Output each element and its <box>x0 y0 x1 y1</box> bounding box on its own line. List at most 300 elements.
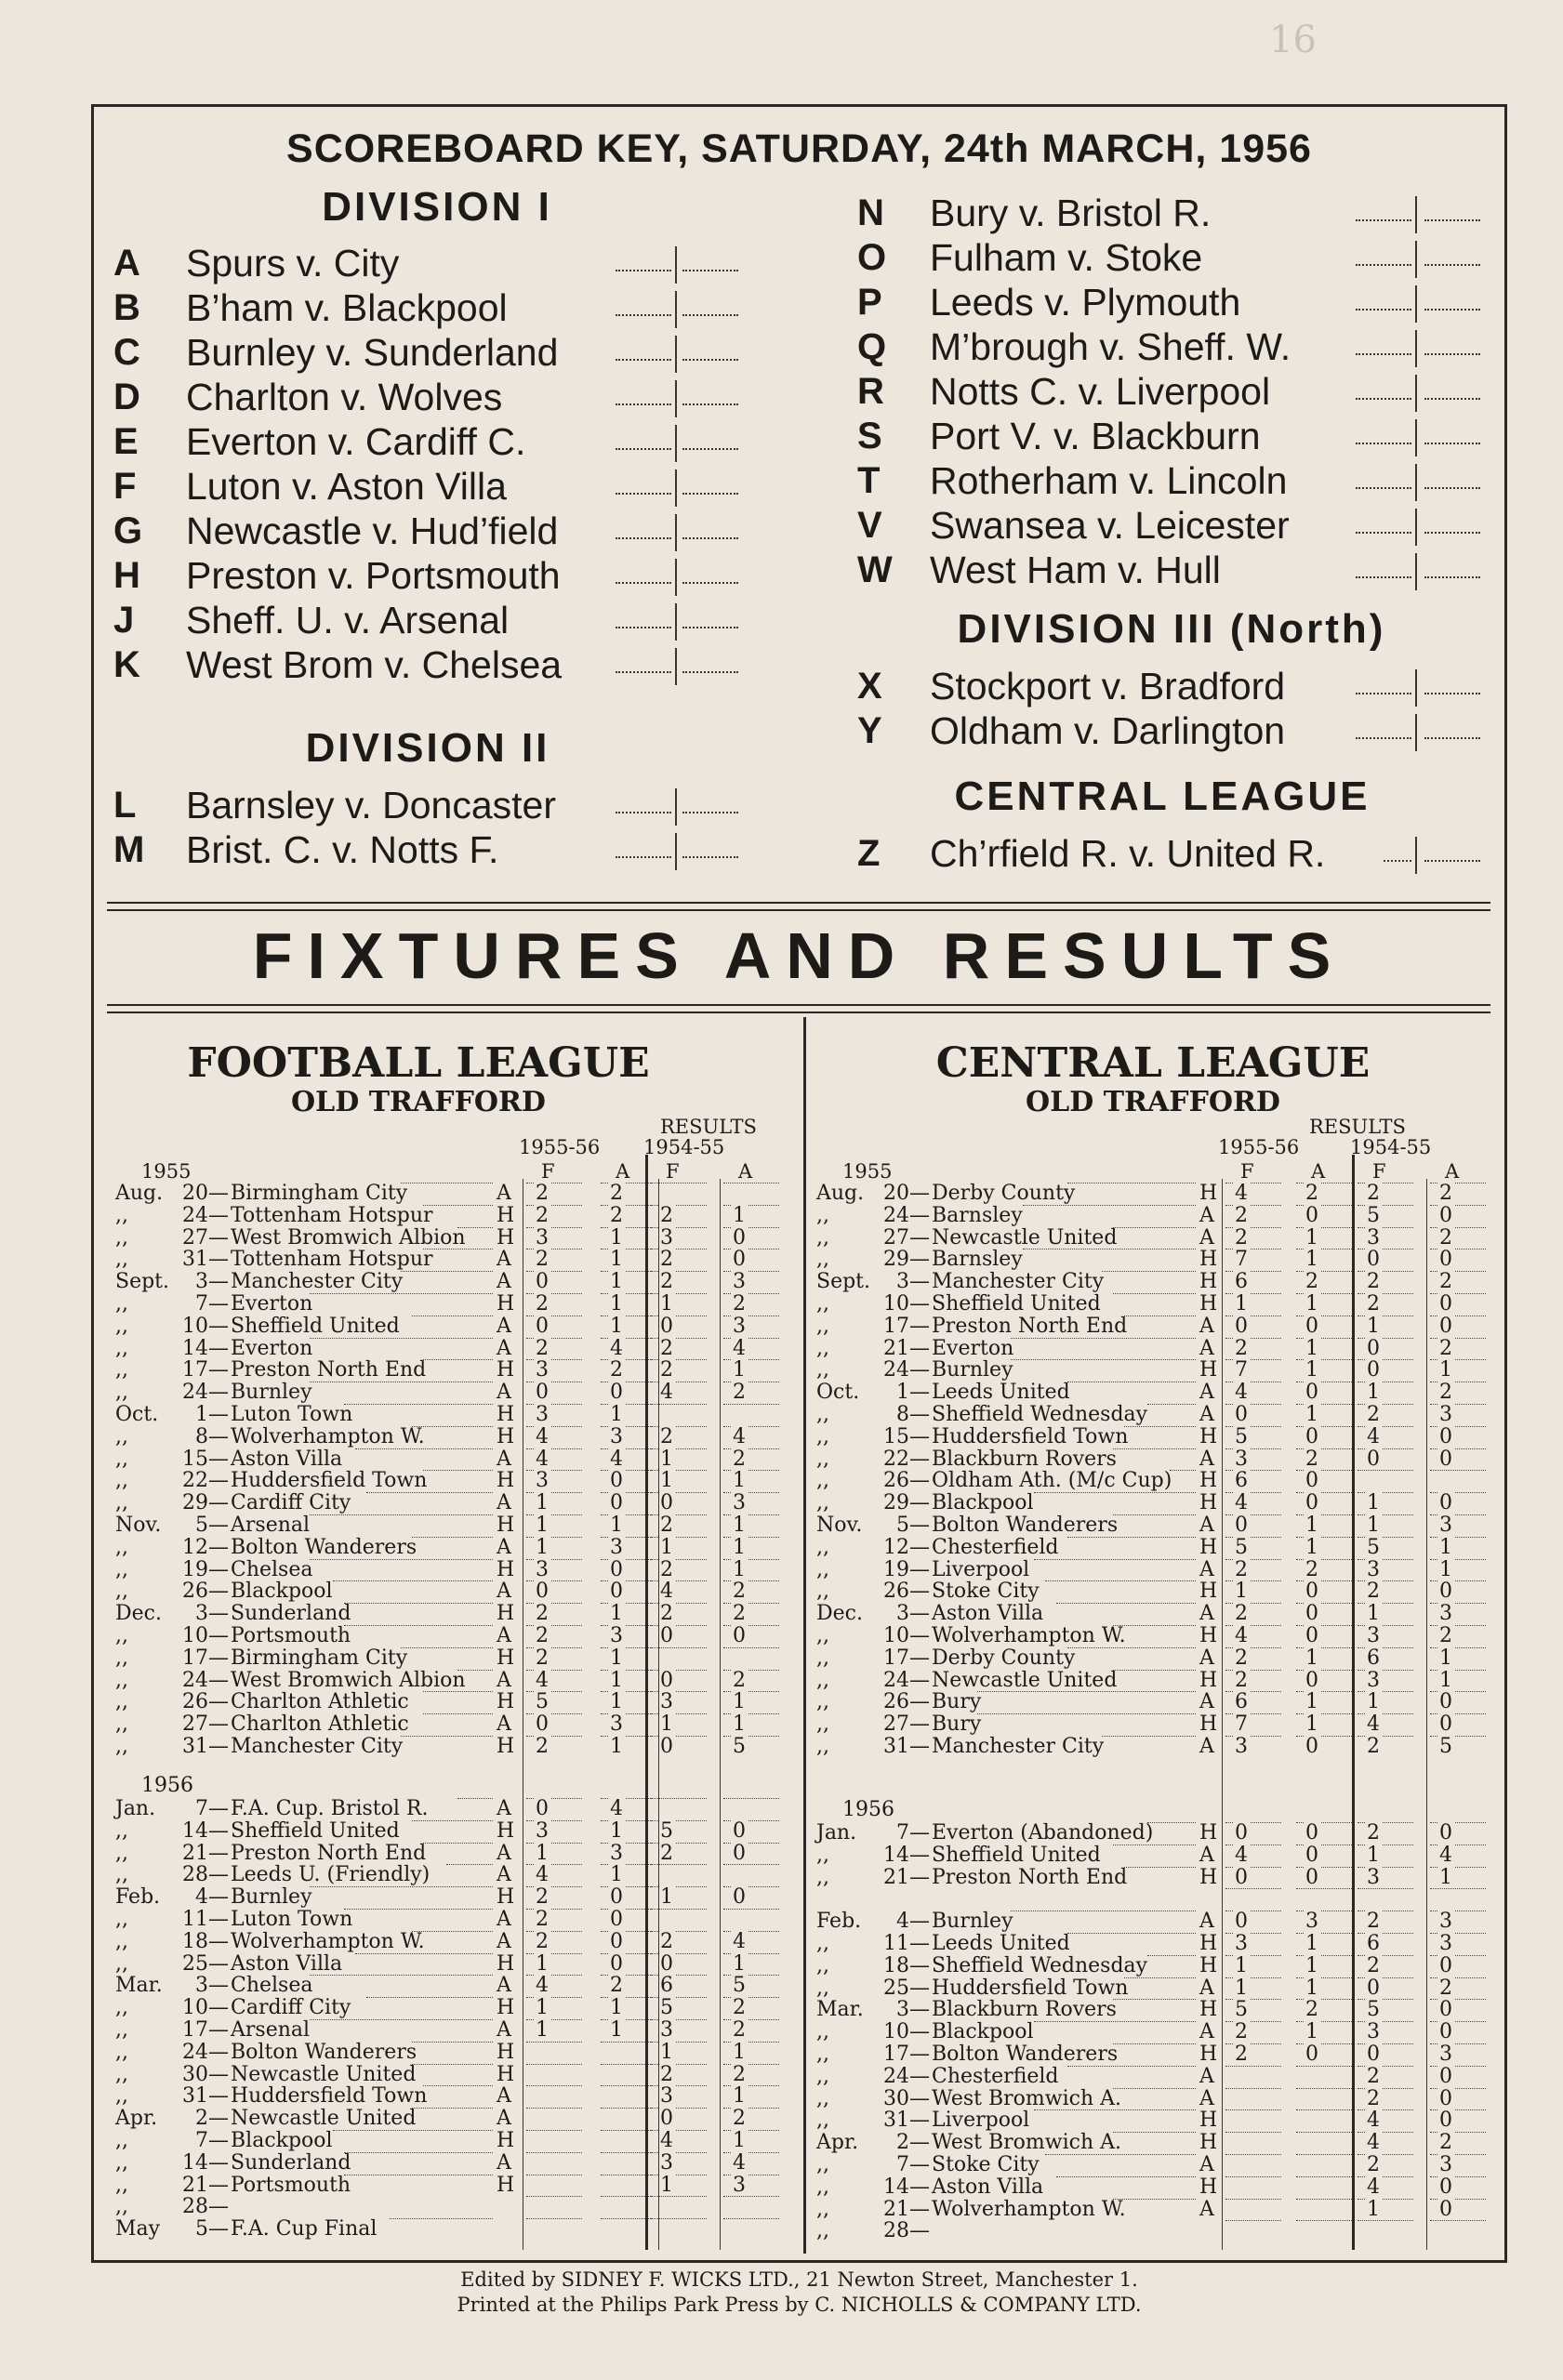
score-value: 2 <box>733 2062 746 2086</box>
score-value: 1 <box>733 1358 746 1382</box>
score-value: 1 <box>1305 1690 1318 1714</box>
fixture-venue: A <box>497 1974 511 1998</box>
column-header: A <box>616 1160 630 1183</box>
score-value: 3 <box>733 1270 746 1294</box>
fixture-opponent: Liverpool <box>932 1557 1030 1581</box>
score-value: 3 <box>660 2018 673 2042</box>
fixture-leader <box>1067 1647 1196 1648</box>
scoreboard-row <box>857 708 1499 753</box>
score-value: 1 <box>536 1491 549 1515</box>
fixture-month: Feb. <box>115 1885 161 1910</box>
score-dots <box>1424 398 1480 400</box>
score-value: 4 <box>733 2150 746 2175</box>
fixture-date: 31— <box>182 1735 229 1758</box>
fixture-date: 26— <box>883 1690 930 1714</box>
score-value: 0 <box>1305 1735 1318 1758</box>
score-dots <box>1430 1470 1486 1471</box>
fixture-month: ,, <box>816 1358 829 1382</box>
fixture-row <box>115 2019 779 2042</box>
column-rule <box>1426 1179 1427 2250</box>
fixture-month: ,, <box>115 2040 128 2064</box>
fixture-date: 11— <box>883 1932 930 1955</box>
season-header: 1954-55 <box>1350 1136 1432 1158</box>
fixture-opponent: Tottenham Hotspur <box>231 1203 433 1227</box>
fixture-date: 8— <box>896 1403 930 1426</box>
score-dots <box>601 2152 656 2153</box>
score-separator <box>1415 330 1417 367</box>
score-value: 0 <box>610 1557 623 1581</box>
score-value: 2 <box>1235 1336 1248 1360</box>
scoreboard-match: Swansea v. Leicester <box>930 504 1290 547</box>
fixture-row <box>115 1559 779 1581</box>
score-value: 1 <box>1305 2020 1318 2044</box>
fixture-leader <box>1056 2176 1196 2177</box>
score-dots <box>651 1404 707 1405</box>
score-value: 3 <box>536 1469 549 1493</box>
fixture-opponent: Sheffield Wednesday <box>932 1403 1148 1426</box>
column-header: A <box>738 1160 753 1183</box>
fixture-date: 15— <box>883 1424 930 1448</box>
score-value: 1 <box>1367 1690 1380 1714</box>
fixture-venue: A <box>1199 2020 1214 2044</box>
score-value: 2 <box>1305 1998 1318 2022</box>
scoreboard-row <box>113 783 755 827</box>
score-value: 0 <box>1367 1248 1380 1272</box>
score-dots <box>1424 309 1480 311</box>
fixture-opponent: Sunderland <box>231 2150 351 2175</box>
score-value: 2 <box>1439 1976 1452 2000</box>
fixture-date: 17— <box>182 2018 229 2042</box>
fixture-row <box>816 1382 1486 1404</box>
fixture-row <box>115 1931 779 1953</box>
score-separator <box>675 788 677 826</box>
score-dots <box>616 582 671 584</box>
fixture-date: 21— <box>182 1841 229 1865</box>
fixture-row <box>115 1713 779 1736</box>
fixture-row <box>816 2199 1486 2221</box>
score-separator <box>675 246 677 284</box>
scoreboard-row <box>113 598 755 642</box>
fixture-date: 17— <box>182 1646 229 1670</box>
fixture-opponent: Leeds United <box>932 1932 1070 1955</box>
score-value: 0 <box>1439 2064 1452 2088</box>
fixture-month: ,, <box>115 1469 128 1493</box>
fixture-month: ,, <box>816 2086 829 2110</box>
score-value: 0 <box>1305 1203 1318 1227</box>
score-value: 2 <box>1367 1910 1380 1934</box>
score-value: 3 <box>660 2084 673 2109</box>
fixture-row <box>115 1537 779 1559</box>
fixture-leader <box>977 1691 1196 1692</box>
score-value: 2 <box>1439 1336 1452 1360</box>
score-separator <box>1415 196 1417 233</box>
scoreboard-row <box>113 827 755 872</box>
fixture-date: 24— <box>182 1381 229 1405</box>
fixture-date: 3— <box>195 1270 229 1294</box>
score-value: 2 <box>610 1203 623 1227</box>
scoreboard-match: Port V. v. Blackburn <box>930 415 1261 457</box>
score-value: 0 <box>1235 1314 1248 1338</box>
fixture-row <box>816 1713 1486 1736</box>
score-value: 2 <box>536 1624 549 1647</box>
fixture-venue: H <box>497 1646 515 1670</box>
score-value: 4 <box>610 1336 623 1360</box>
scoreboard-match: Leeds v. Plymouth <box>930 281 1241 324</box>
score-value: 1 <box>1439 1646 1452 1670</box>
score-value: 2 <box>1439 2131 1452 2155</box>
fixture-row <box>115 1338 779 1360</box>
fixture-date: 7— <box>896 2153 930 2176</box>
fixture-row <box>816 1955 1486 1977</box>
score-value: 0 <box>1439 1580 1452 1604</box>
scoreboard-row <box>857 235 1499 280</box>
fixture-opponent: Chesterfield <box>932 2064 1059 2088</box>
divider-rule <box>107 1004 1490 1013</box>
fixture-leader <box>1113 2132 1196 2133</box>
fixture-row <box>816 1205 1486 1227</box>
fixture-row <box>816 2066 1486 2088</box>
fixture-opponent: Derby County <box>932 1182 1076 1205</box>
score-value: 2 <box>1439 1225 1452 1250</box>
score-value: 6 <box>1235 1690 1248 1714</box>
fixture-month: ,, <box>115 1908 128 1931</box>
fixture-row <box>816 2220 1486 2242</box>
fixture-venue: A <box>497 1908 511 1931</box>
score-value: 4 <box>660 2129 673 2152</box>
fixture-month: ,, <box>816 1557 829 1581</box>
fixture-leader <box>1011 1338 1196 1339</box>
score-value: 1 <box>610 1668 623 1692</box>
fixture-venue: H <box>1199 1624 1218 1647</box>
fixture-month: ,, <box>115 2173 128 2197</box>
score-value: 1 <box>610 1690 623 1714</box>
fixture-row <box>816 1537 1486 1559</box>
fixture-opponent: Wolverhampton W. <box>231 1929 425 1953</box>
score-value: 6 <box>1367 1646 1380 1670</box>
score-value: 5 <box>1367 1203 1380 1227</box>
score-value: 0 <box>1235 1514 1248 1537</box>
fixture-leader <box>423 1691 493 1692</box>
score-value: 0 <box>1305 1668 1318 1692</box>
fixture-venue: H <box>1199 1712 1218 1737</box>
scoreboard-match: Sheff. U. v. Arsenal <box>186 599 510 641</box>
fixture-opponent: Tottenham Hotspur <box>231 1248 433 1272</box>
score-dots <box>682 582 738 584</box>
fixture-row <box>115 1909 779 1931</box>
fixture-month: Feb. <box>816 1910 862 1934</box>
fixture-venue: H <box>497 1225 515 1250</box>
fixture-leader <box>1113 1514 1196 1515</box>
score-value: 0 <box>1439 2109 1452 2133</box>
score-value: 2 <box>1367 1821 1380 1844</box>
score-separator <box>675 648 677 685</box>
score-value: 3 <box>536 1818 549 1843</box>
score-value: 1 <box>1305 1712 1318 1737</box>
score-value: 2 <box>610 1358 623 1382</box>
score-dots <box>616 812 671 813</box>
score-value: 1 <box>610 1270 623 1294</box>
fixture-opponent: Cardiff City <box>231 1996 351 2020</box>
score-value: 2 <box>1235 2020 1248 2044</box>
fixture-month: ,, <box>115 1314 128 1338</box>
score-value: 2 <box>733 1580 746 1604</box>
fixture-month: ,, <box>816 2219 829 2243</box>
score-value: 1 <box>660 1712 673 1737</box>
fixture-opponent: Chelsea <box>231 1557 313 1581</box>
score-dots <box>1356 737 1411 739</box>
fixture-month: ,, <box>115 1535 128 1559</box>
score-value: 4 <box>536 1668 549 1692</box>
fixture-date: 17— <box>883 1314 930 1338</box>
fixture-leader <box>423 1205 493 1206</box>
score-value: 5 <box>733 1735 746 1758</box>
fixture-venue: H <box>1199 1998 1218 2022</box>
score-dots <box>601 2042 656 2043</box>
score-value: 3 <box>1235 1932 1248 1955</box>
fixture-opponent: Bolton Wanderers <box>932 2043 1119 2066</box>
scoreboard-row <box>857 548 1499 592</box>
fixture-date: 19— <box>883 1557 930 1581</box>
fixture-date: 28— <box>182 1863 229 1887</box>
league-title: FOOTBALL LEAGUE <box>187 1039 650 1087</box>
score-value: 0 <box>1439 1248 1452 1272</box>
fixture-month: ,, <box>115 1735 128 1758</box>
fixture-leader <box>412 1537 493 1538</box>
fixture-leader <box>423 1713 493 1714</box>
score-value: 3 <box>1439 2043 1452 2066</box>
score-dots <box>1296 2220 1352 2221</box>
fixture-month: ,, <box>816 1580 829 1604</box>
fixture-row <box>816 1359 1486 1382</box>
score-value: 1 <box>1305 1248 1318 1272</box>
score-dots <box>1225 2066 1281 2067</box>
fixture-row <box>115 1603 779 1625</box>
fixture-row <box>816 1603 1486 1625</box>
fixture-row <box>115 1205 779 1227</box>
pencil-annotation: 16 <box>1269 19 1317 61</box>
score-value: 1 <box>536 1535 549 1559</box>
year-label: 1956 <box>842 1798 894 1821</box>
fixture-date: 22— <box>883 1447 930 1471</box>
score-value: 4 <box>1439 1843 1452 1867</box>
fixture-row <box>115 1625 779 1647</box>
fixture-row <box>816 1492 1486 1514</box>
score-dots <box>651 1909 707 1910</box>
fixture-leader <box>423 2085 493 2086</box>
scoreboard-row <box>113 419 755 464</box>
fixture-date: 24— <box>182 1203 229 1227</box>
score-value: 1 <box>1305 1358 1318 1382</box>
score-value: 0 <box>1305 1843 1318 1867</box>
fixture-month: Jan. <box>115 1797 156 1820</box>
scoreboard-letter: O <box>857 237 887 278</box>
fixture-opponent: Everton (Abandoned) <box>932 1821 1154 1844</box>
score-value: 4 <box>610 1797 623 1820</box>
fixture-month: ,, <box>115 1424 128 1448</box>
score-value: 1 <box>610 1225 623 1250</box>
fixture-leader <box>1023 1249 1196 1250</box>
score-value: 0 <box>1305 2043 1318 2066</box>
score-dots <box>601 2130 656 2131</box>
fixture-leader <box>1147 1955 1196 1956</box>
fixture-date: 7— <box>195 2129 229 2152</box>
fixture-row <box>115 1736 779 1758</box>
fixture-month: ,, <box>816 1292 829 1316</box>
scoreboard-row <box>113 464 755 509</box>
fixture-leader <box>310 1559 493 1560</box>
fixture-month: ,, <box>816 1646 829 1670</box>
fixture-row <box>115 1580 779 1603</box>
fixture-opponent: Barnsley <box>932 1248 1023 1272</box>
fixture-date: 27— <box>883 1712 930 1737</box>
fixture-month: ,, <box>115 2195 128 2219</box>
fixture-leader <box>1045 1580 1196 1581</box>
score-value: 2 <box>1367 1735 1380 1758</box>
score-dots <box>601 2085 656 2086</box>
fixture-row <box>816 1691 1486 1713</box>
scoreboard-match: West Brom v. Chelsea <box>186 643 563 686</box>
scoreboard-letter: P <box>857 282 882 323</box>
scoreboard-match: Oldham v. Darlington <box>930 709 1286 752</box>
fixture-opponent: Newcastle United <box>932 1668 1118 1692</box>
fixtures-title: FIXTURES AND RESULTS <box>252 919 1346 992</box>
score-value: 0 <box>1305 1580 1318 1604</box>
score-separator <box>675 559 677 596</box>
score-value: 2 <box>1367 1953 1380 1977</box>
column-rule <box>658 1179 659 2250</box>
fixture-row <box>816 1559 1486 1581</box>
score-dots <box>682 314 738 316</box>
scoreboard-row <box>113 330 755 375</box>
column-rule <box>645 1155 648 2250</box>
score-dots <box>1356 309 1411 311</box>
score-dots <box>1225 2199 1281 2200</box>
score-dots <box>1424 737 1480 739</box>
score-value: 0 <box>1305 1469 1318 1493</box>
score-value: 1 <box>1367 1602 1380 1626</box>
fixture-date: 10— <box>182 1624 229 1647</box>
fixture-leader <box>355 1953 493 1954</box>
scoreboard-row <box>857 280 1499 324</box>
fixture-row <box>816 2109 1486 2132</box>
fixture-date: 3— <box>896 1270 930 1294</box>
fixture-leader <box>1067 1537 1196 1538</box>
fixture-month: ,, <box>816 1203 829 1227</box>
score-value: 3 <box>1367 1557 1380 1581</box>
fixture-venue: A <box>1199 2153 1214 2176</box>
scoreboard-row <box>857 414 1499 458</box>
score-value: 2 <box>660 1336 673 1360</box>
fixture-date: 24— <box>182 1668 229 1692</box>
score-separator <box>1415 419 1417 456</box>
score-value: 0 <box>1439 1712 1452 1737</box>
score-value: 1 <box>1439 1557 1452 1581</box>
score-value: 6 <box>1367 1932 1380 1955</box>
scoreboard-match: West Ham v. Hull <box>930 549 1221 591</box>
score-value: 3 <box>660 2150 673 2175</box>
score-value: 7 <box>1235 1248 1248 1272</box>
fixture-row <box>816 1844 1486 1867</box>
score-value: 0 <box>660 1668 673 1692</box>
fixture-leader <box>344 2152 493 2153</box>
score-value: 2 <box>1235 1203 1248 1227</box>
fixture-venue: H <box>497 1358 515 1382</box>
fixture-row <box>816 1867 1486 1889</box>
score-dots <box>651 2196 707 2197</box>
fixture-row <box>115 1492 779 1514</box>
score-value: 3 <box>610 1424 623 1448</box>
score-separator <box>675 469 677 507</box>
fixture-opponent: Manchester City <box>231 1735 404 1758</box>
fixture-venue: A <box>497 1336 511 1360</box>
column-header: A <box>1311 1160 1326 1183</box>
fixture-venue: H <box>1199 1182 1218 1205</box>
score-value: 1 <box>610 1863 623 1887</box>
score-value: 2 <box>733 2018 746 2042</box>
score-value: 3 <box>733 1314 746 1338</box>
scoreboard-row <box>113 241 755 285</box>
fixture-row <box>816 1470 1486 1492</box>
score-value: 0 <box>536 1270 549 1294</box>
fixture-row <box>115 2042 779 2064</box>
score-value: 1 <box>536 1996 549 2020</box>
score-value: 7 <box>1235 1358 1248 1382</box>
scoreboard-match: Barnsley v. Doncaster <box>186 784 557 826</box>
fixture-month: ,, <box>816 1735 829 1758</box>
fixture-leader <box>1113 2199 1196 2200</box>
fixture-date: 14— <box>883 2175 930 2199</box>
score-value: 2 <box>536 1203 549 1227</box>
fixture-row <box>115 1514 779 1537</box>
fixture-date: 1— <box>195 1403 229 1426</box>
score-value: 3 <box>1439 1932 1452 1955</box>
score-value: 4 <box>733 1929 746 1953</box>
score-value: 2 <box>1305 1270 1318 1294</box>
fixture-leader <box>423 1359 493 1360</box>
score-value: 0 <box>610 1951 623 1976</box>
fixture-venue: H <box>1199 2109 1218 2133</box>
fixture-month: Sept. <box>115 1270 170 1294</box>
score-dots <box>616 403 671 405</box>
score-value: 0 <box>1305 1424 1318 1448</box>
fixture-month: ,, <box>816 1690 829 1714</box>
score-separator <box>675 833 677 870</box>
score-dots <box>682 403 738 405</box>
score-value: 2 <box>733 2107 746 2131</box>
fixture-venue: H <box>497 1203 515 1227</box>
fixture-venue: H <box>1199 2131 1218 2155</box>
score-value: 1 <box>660 1292 673 1316</box>
score-value: 2 <box>1235 1557 1248 1581</box>
score-dots <box>1296 2132 1352 2133</box>
fixture-venue: A <box>1199 1735 1214 1758</box>
fixture-leader <box>355 1448 493 1449</box>
score-value: 3 <box>1367 1865 1380 1889</box>
score-value: 0 <box>610 1491 623 1515</box>
score-value: 1 <box>1367 2197 1380 2221</box>
fixture-row <box>115 1670 779 1692</box>
score-dots <box>601 2108 656 2109</box>
fixture-date: 17— <box>883 1646 930 1670</box>
fixture-venue: H <box>1199 1270 1218 1294</box>
score-value: 0 <box>660 1735 673 1758</box>
score-value: 1 <box>1367 1514 1380 1537</box>
score-value: 2 <box>660 1424 673 1448</box>
score-dots <box>616 359 671 361</box>
scoreboard-match: Spurs v. City <box>186 242 400 284</box>
fixture-opponent: Leeds United <box>932 1381 1070 1405</box>
score-value: 0 <box>610 1929 623 1953</box>
